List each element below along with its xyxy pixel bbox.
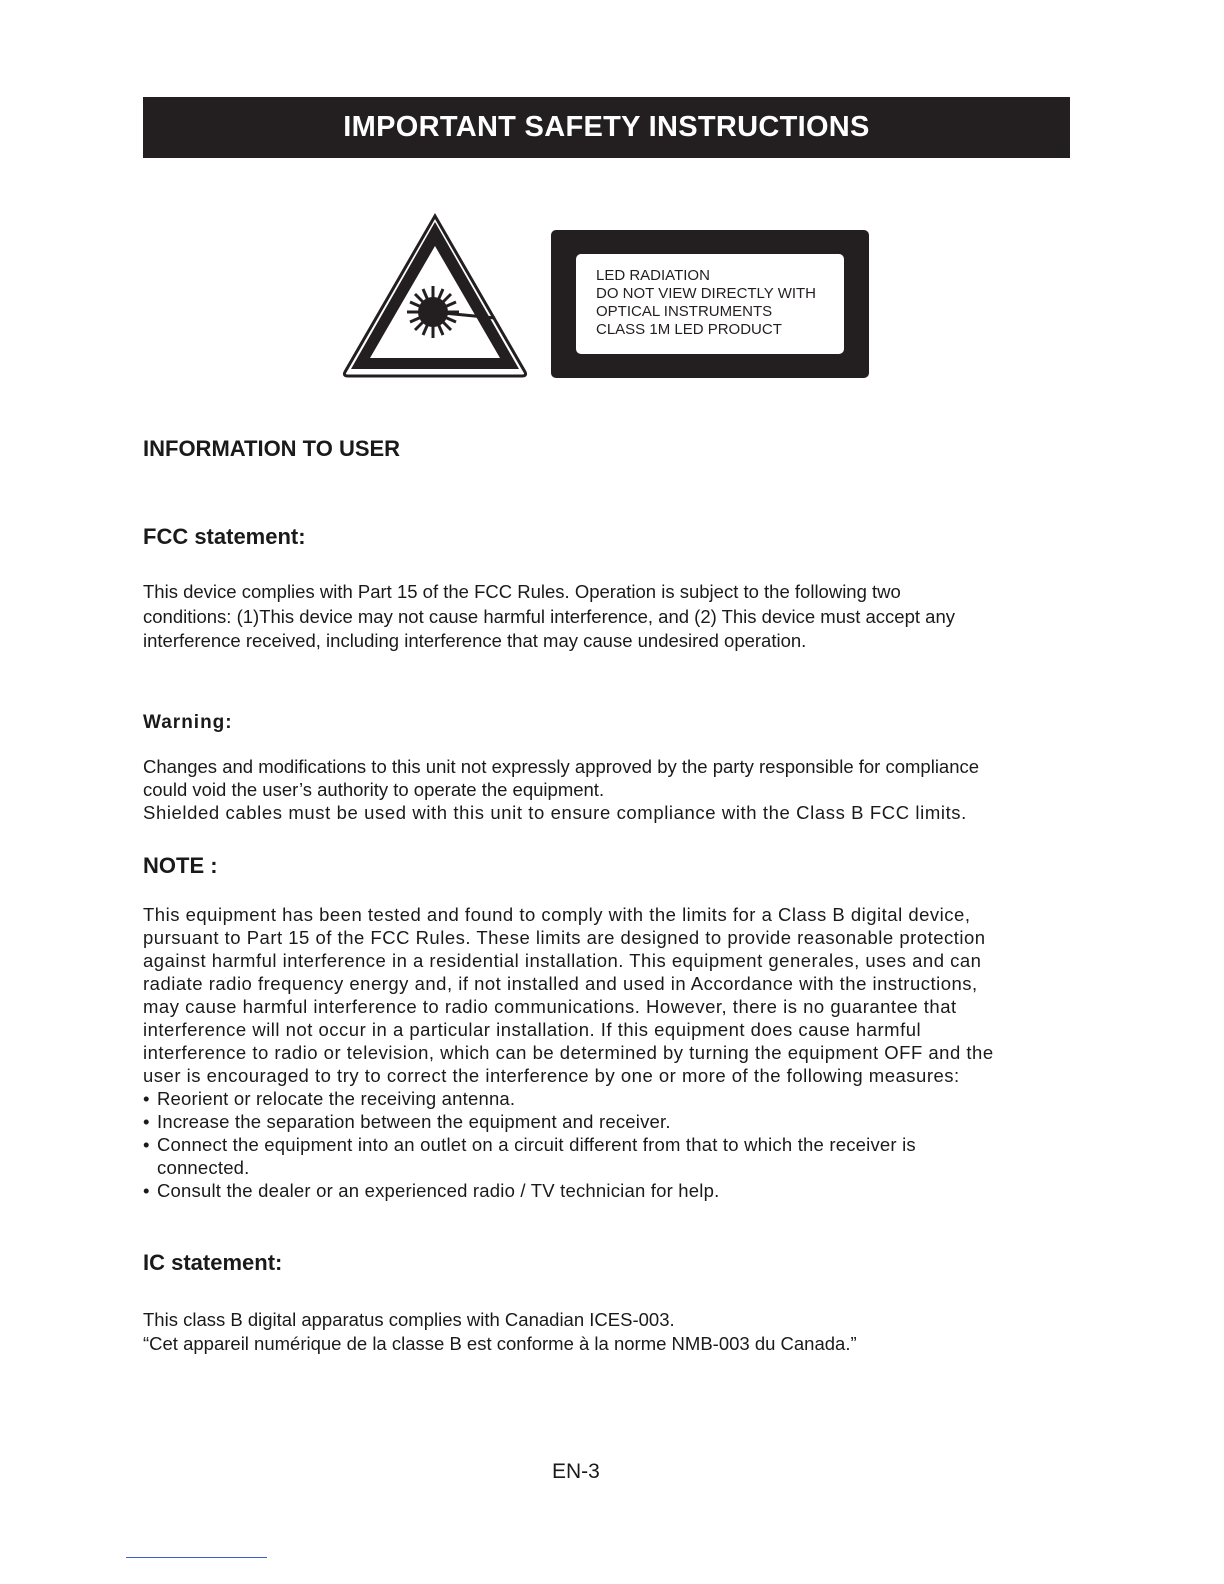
page-number: EN-3 — [552, 1460, 600, 1483]
page-title: IMPORTANT SAFETY INSTRUCTIONS — [343, 111, 870, 143]
ic-line: “Cet appareil numérique de la classe B est conforme à la norme NMB-003 du Canada.” — [143, 1333, 857, 1354]
ic-paragraph — [143, 1308, 857, 1356]
bullet-icon: • — [143, 1088, 150, 1109]
list-item — [143, 1133, 994, 1156]
warning-line: Changes and modifications to this unit not expressly approved by the party responsible for compliance — [143, 756, 980, 777]
fcc-line: interference received, including interference that may cause undesired operation. — [143, 630, 807, 651]
list-item — [143, 1179, 994, 1202]
warning-line: Shielded cables must be used with this unit to ensure compliance with the Class B FCC limits. — [143, 802, 967, 823]
fcc-line: conditions: (1)This device may not cause harmful interference, and (2) This device must accept any — [143, 605, 955, 627]
list-item-text: Increase the separation between the equipment and receiver. — [157, 1111, 671, 1132]
note-line: interference to radio or television, which can be determined by turning the equipment OFF and the — [143, 1042, 994, 1063]
label-line: CLASS 1M LED PRODUCT — [596, 321, 782, 338]
list-item-text: Consult the dealer or an experienced radio / TV technician for help. — [157, 1180, 720, 1201]
list-item-continuation — [143, 1156, 994, 1179]
footer-divider — [126, 1557, 267, 1558]
list-item-text: Connect the equipment into an outlet on a circuit different from that to which the receiver is — [157, 1134, 916, 1155]
note-paragraph — [143, 903, 994, 1202]
note-line: may cause harmful interference to radio communications. However, there is no guarantee that — [143, 996, 957, 1017]
fcc-line: This device complies with Part 15 of the FCC Rules. Operation is subject to the following two — [143, 581, 901, 602]
bullet-icon: • — [143, 1111, 150, 1132]
led-radiation-label — [551, 230, 869, 378]
fcc-heading: FCC statement: — [143, 524, 306, 549]
laser-warning-icon — [341, 212, 529, 380]
label-line: LED RADIATION — [596, 267, 710, 284]
measures-list — [143, 1087, 994, 1202]
label-line: OPTICAL INSTRUMENTS — [596, 303, 773, 320]
note-line: pursuant to Part 15 of the FCC Rules. These limits are designed to provide reasonable protection — [143, 927, 986, 948]
note-line: user is encouraged to try to correct the interference by one or more of the following measures: — [143, 1065, 960, 1086]
note-line: against harmful interference in a residential installation. This equipment generales, uses and can — [143, 950, 982, 971]
list-item — [143, 1087, 994, 1110]
note-heading: NOTE : — [143, 853, 218, 878]
list-item — [143, 1110, 994, 1133]
warning-paragraph — [143, 755, 979, 824]
bullet-icon: • — [143, 1134, 150, 1155]
bullet-icon: • — [143, 1180, 150, 1201]
led-radiation-label-text — [576, 254, 844, 354]
note-line: interference will not occur in a particular installation. If this equipment does cause harmful — [143, 1019, 922, 1040]
label-line: DO NOT VIEW DIRECTLY WITH — [596, 285, 817, 302]
list-item-text: Reorient or relocate the receiving antenna. — [157, 1088, 516, 1109]
note-line: This equipment has been tested and found to comply with the limits for a Class B digital device, — [143, 904, 971, 925]
ic-heading: IC statement: — [143, 1250, 283, 1275]
list-item-text: connected. — [157, 1157, 250, 1178]
warning-line: could void the user’s authority to operate the equipment. — [143, 779, 605, 800]
note-line: radiate radio frequency energy and, if not installed and used in Accordance with the instructions, — [143, 973, 978, 994]
warning-heading: Warning: — [143, 712, 233, 733]
page-title-banner — [143, 97, 1070, 158]
info-heading: INFORMATION TO USER — [143, 436, 401, 461]
fcc-paragraph — [143, 580, 955, 654]
ic-line: This class B digital apparatus complies with Canadian ICES-003. — [143, 1309, 675, 1330]
